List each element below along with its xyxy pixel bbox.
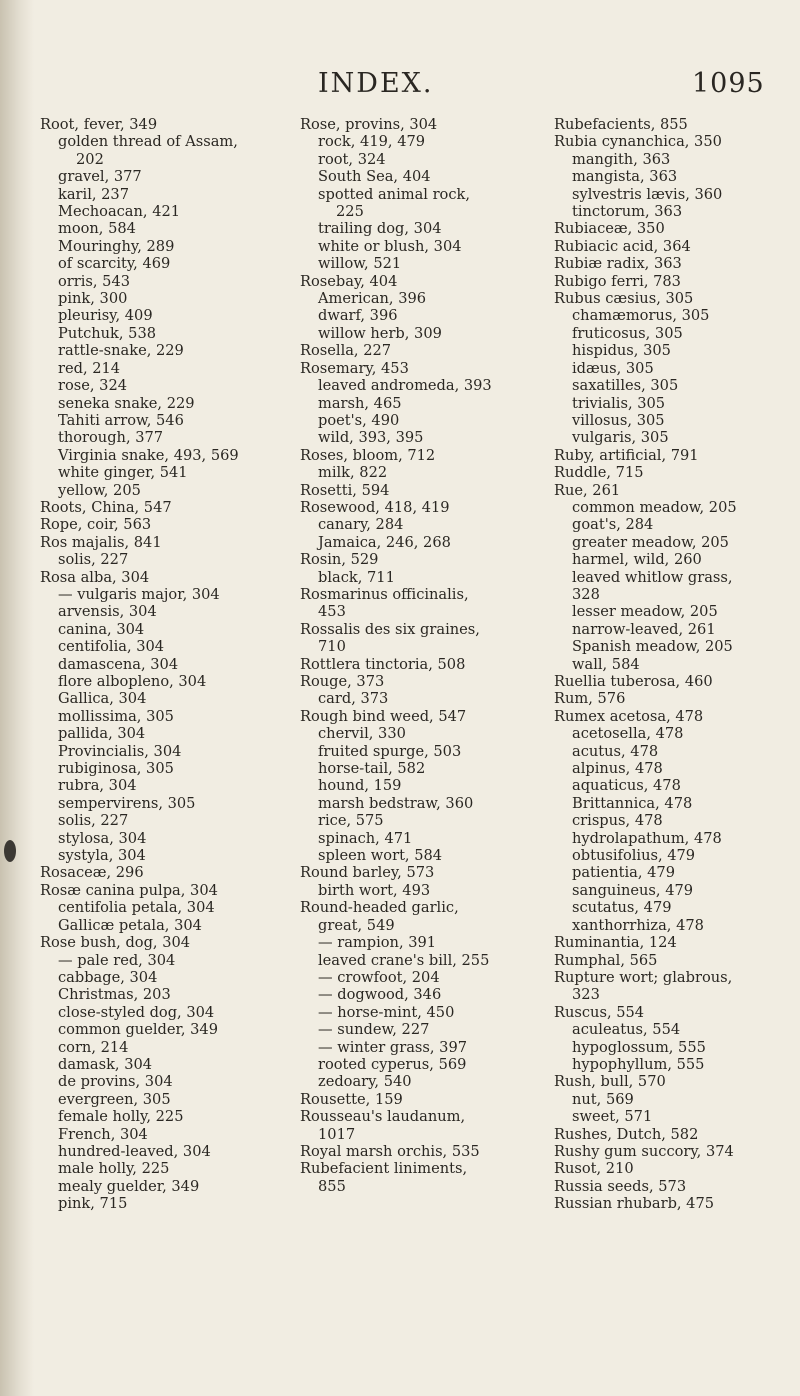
index-entry: great, 549 [318,916,395,934]
index-entry: idæus, 305 [572,359,654,377]
index-entry: thorough, 377 [58,429,164,447]
index-entry: leaved crane's bill, 255 [318,951,490,969]
index-entry: Rosæ canina pulpa, 304 [40,881,218,899]
index-entry: hound, 159 [318,777,402,795]
index-entry: Tahiti arrow, 546 [58,411,184,429]
index-entry: Rosaceæ, 296 [40,864,144,882]
index-entry: — dogwood, 346 [318,986,442,1004]
index-entry: Russian rhubarb, 475 [554,1195,715,1213]
index-entry: Rushy gum succory, 374 [554,1142,734,1160]
index-entry: Roots, China, 547 [40,498,172,516]
index-entry: common meadow, 205 [572,498,737,516]
index-entry: Spanish meadow, 205 [572,638,733,656]
index-entry: Rum, 576 [554,690,626,708]
index-entry: aculeatus, 554 [572,1021,681,1039]
index-entry: mollissima, 305 [58,707,174,725]
index-entry: hispidus, 305 [572,342,671,360]
index-entry: trailing dog, 304 [318,220,442,238]
index-entry: close-styled dog, 304 [58,1003,215,1021]
index-entry: tinctorum, 363 [572,203,683,221]
ink-spot [4,840,16,862]
index-entry: aquaticus, 478 [572,777,681,795]
index-entry: Rubia cynanchica, 350 [554,133,722,151]
index-entry: harmel, wild, 260 [572,551,702,569]
index-entry: Provincialis, 304 [58,742,182,760]
index-entry: hypophyllum, 555 [572,1055,705,1073]
index-entry: Rush, bull, 570 [554,1073,666,1091]
index-entry: sanguineus, 479 [572,881,694,899]
index-entry: solis, 227 [58,812,129,830]
index-entry: mangith, 363 [572,150,671,168]
index-entry: pleurisy, 409 [58,307,153,325]
index-entry: acutus, 478 [572,742,659,760]
index-entry: golden thread of Assam, [58,133,238,151]
index-entry: Rubiæ radix, 363 [554,255,682,273]
index-entry: vulgaris, 305 [572,429,669,447]
index-entry: evergreen, 305 [58,1090,171,1108]
index-entry: — pale red, 304 [58,951,176,969]
index-entry: birth wort, 493 [318,881,431,899]
index-entry: Rottlera tinctoria, 508 [300,655,466,673]
index-entry: canina, 304 [58,620,145,638]
index-entry: rose, 324 [58,377,128,395]
index-entry: Round barley, 573 [300,864,435,882]
index-entry: male holly, 225 [58,1160,170,1178]
index-entry: — rampion, 391 [318,934,437,952]
index-entry: Russia seeds, 573 [554,1177,687,1195]
index-entry: willow herb, 309 [318,324,442,342]
index-entry: female holly, 225 [58,1108,184,1126]
index-entry: sylvestris lævis, 360 [572,185,723,203]
index-entry: Putchuk, 538 [58,324,157,342]
index-entry: milk, 822 [318,464,388,482]
index-entry: sweet, 571 [572,1108,653,1126]
index-entry: hydrolapathum, 478 [572,829,722,847]
index-entry: systyla, 304 [58,847,146,865]
index-entry: pink, 715 [58,1195,128,1213]
index-entry: Rope, coir, 563 [40,516,152,534]
index-entry: Brittannica, 478 [572,794,693,812]
index-entry: rubiginosa, 305 [58,760,174,778]
index-entry: Jamaica, 246, 268 [318,533,451,551]
index-entry: crispus, 478 [572,812,663,830]
index-entry: mangista, 363 [572,168,678,186]
index-entry: chervil, 330 [318,725,406,743]
index-entry: root, 324 [318,150,386,168]
index-entry: yellow, 205 [58,481,141,499]
index-entry: greater meadow, 205 [572,533,729,551]
index-entry: Rose bush, dog, 304 [40,934,191,952]
index-entry: Virginia snake, 493, 569 [58,446,239,464]
index-entry: nut, 569 [572,1090,634,1108]
index-column-1 [40,116,280,1213]
index-entry: lesser meadow, 205 [572,603,718,621]
index-entry: Rousseau's laudanum, [300,1108,466,1126]
page-number: 1095 [692,68,765,99]
index-entry: Rubefacient liniments, [300,1160,468,1178]
index-entry: Ros majalis, 841 [40,533,162,551]
index-entry: white or blush, 304 [318,237,462,255]
index-entry: flore albopleno, 304 [58,673,207,690]
index-entry: Rubefacients, 855 [554,116,688,133]
index-entry: American, 396 [318,290,427,308]
index-entry: Round-headed garlic, [300,899,459,917]
index-entry: orris, 543 [58,272,131,290]
index-entry: hypoglossum, 555 [572,1038,706,1056]
index-entry: patientia, 479 [572,864,675,882]
index-entry: white ginger, 541 [58,464,188,482]
index-entry: willow, 521 [318,255,402,273]
index-entry: pallida, 304 [58,725,146,743]
index-entry: 225 [336,203,364,221]
index-entry: solis, 227 [58,551,129,569]
index-entry: South Sea, 404 [318,168,431,186]
index-entry: zedoary, 540 [318,1073,412,1091]
index-entry: rattle-snake, 229 [58,342,184,360]
index-entry: fruited spurge, 503 [318,742,462,760]
index-entry: — vulgaris major, 304 [58,585,220,603]
index-entry: common guelder, 349 [58,1021,218,1039]
page-edge-shadow [0,0,34,1396]
index-entry: 453 [318,603,346,621]
page-header [0,60,800,100]
index-entry: Ruminantia, 124 [554,934,677,952]
index-entry: Rumex acetosa, 478 [554,707,704,725]
index-entry: canary, 284 [318,516,404,534]
index-entry: damask, 304 [58,1055,153,1073]
index-entry: xanthorrhiza, 478 [572,916,704,934]
index-entry: Rosebay, 404 [300,272,398,290]
index-entry: centifolia, 304 [58,638,165,656]
index-entry: Christmas, 203 [58,986,171,1004]
index-entry: arvensis, 304 [58,603,157,621]
index-entry: rooted cyperus, 569 [318,1055,467,1073]
index-entry: spotted animal rock, [318,185,470,203]
index-entry: Ruscus, 554 [554,1003,645,1021]
index-entry: spinach, 471 [318,829,413,847]
index-entry: obtusifolius, 479 [572,847,696,865]
index-entry: French, 304 [58,1125,148,1143]
index-entry: 855 [318,1177,346,1195]
index-entry: corn, 214 [58,1038,129,1056]
index-entry: rice, 575 [318,812,384,830]
index-entry: Ruellia tuberosa, 460 [554,673,713,690]
index-entry: Rose, provins, 304 [300,116,438,133]
index-entry: Rumphal, 565 [554,951,658,969]
index-entry: — sundew, 227 [318,1021,430,1039]
index-entry: Root, fever, 349 [40,116,158,133]
index-entry: Rosa alba, 304 [40,568,150,586]
index-entry: Rusot, 210 [554,1160,634,1178]
index-entry: damascena, 304 [58,655,179,673]
index-entry: villosus, 305 [572,411,665,429]
index-entry: Rubus cæsius, 305 [554,290,694,308]
index-entry: stylosa, 304 [58,829,147,847]
index-entry: 1017 [318,1125,356,1143]
index-entry: poet's, 490 [318,411,400,429]
index-entry: karil, 237 [58,185,129,203]
index-entry: mealy guelder, 349 [58,1177,200,1195]
index-entry: goat's, 284 [572,516,654,534]
index-entry: narrow-leaved, 261 [572,620,716,638]
index-entry: trivialis, 305 [572,394,666,412]
index-entry: 328 [572,585,600,603]
index-column-3 [554,116,792,1213]
index-entry: 323 [572,986,600,1004]
index-entry: pink, 300 [58,290,128,308]
index-entry: Rosetti, 594 [300,481,390,499]
index-entry: de provins, 304 [58,1073,173,1091]
index-entry: Mouringhy, 289 [58,237,175,255]
index-entry: black, 711 [318,568,395,586]
index-entry: leaved andromeda, 393 [318,377,492,395]
index-entry: Gallicæ petala, 304 [58,916,202,934]
index-entry: cabbage, 304 [58,968,158,986]
index-entry: Rough bind weed, 547 [300,707,467,725]
index-entry: hundred-leaved, 304 [58,1142,211,1160]
index-entry: Mechoacan, 421 [58,203,181,221]
index-entry: marsh, 465 [318,394,402,412]
index-entry: alpinus, 478 [572,760,663,778]
index-entry: wild, 393, 395 [318,429,424,447]
index-entry: centifolia petala, 304 [58,899,215,917]
index-entry: — horse-mint, 450 [318,1003,455,1021]
index-entry: Rosin, 529 [300,551,379,569]
index-entry: of scarcity, 469 [58,255,171,273]
index-entry: 710 [318,638,346,656]
index-entry: chamæmorus, 305 [572,307,710,325]
index-entry: gravel, 377 [58,168,142,186]
index-entry: Rossalis des six graines, [300,620,480,638]
index-entry: moon, 584 [58,220,136,238]
index-entry: Ruby, artificial, 791 [554,446,699,464]
index-entry: marsh bedstraw, 360 [318,794,474,812]
index-entry: Rousette, 159 [300,1090,403,1108]
index-entry: Royal marsh orchis, 535 [300,1142,480,1160]
index-entry: Rue, 261 [554,481,621,499]
index-entry: seneka snake, 229 [58,394,195,412]
index-entry: scutatus, 479 [572,899,672,917]
index-entry: card, 373 [318,690,389,708]
index-entry: Roses, bloom, 712 [300,446,436,464]
index-entry: Rupture wort; glabrous, [554,968,733,986]
index-entry: Rosmarinus officinalis, [300,585,469,603]
index-entry: sempervirens, 305 [58,794,196,812]
index-entry: — crowfoot, 204 [318,968,440,986]
index-entry: fruticosus, 305 [572,324,683,342]
index-entry: red, 214 [58,359,121,377]
index-entry: Rosewood, 418, 419 [300,498,450,516]
page-title: INDEX. [318,68,434,99]
index-entry: Ruddle, 715 [554,464,644,482]
index-entry: Rosemary, 453 [300,359,409,377]
index-entry: Rouge, 373 [300,673,385,690]
index-entry: wall, 584 [572,655,640,673]
index-entry: spleen wort, 584 [318,847,443,865]
index-entry: Gallica, 304 [58,690,147,708]
index-entry: rubra, 304 [58,777,137,795]
index-entry: dwarf, 396 [318,307,398,325]
index-entry: 202 [76,150,104,168]
index-entry: leaved whitlow grass, [572,568,733,586]
index-entry: Rushes, Dutch, 582 [554,1125,699,1143]
index-entry: — winter grass, 397 [318,1038,468,1056]
index-entry: rock, 419, 479 [318,133,426,151]
index-entry: saxatilles, 305 [572,377,679,395]
index-column-2 [300,116,538,1195]
index-entry: horse-tail, 582 [318,760,426,778]
index-entry: Rubiaceæ, 350 [554,220,665,238]
index-entry: Rubiacic acid, 364 [554,237,691,255]
index-entry: Rosella, 227 [300,342,392,360]
index-entry: acetosella, 478 [572,725,684,743]
index-entry: Rubigo ferri, 783 [554,272,681,290]
